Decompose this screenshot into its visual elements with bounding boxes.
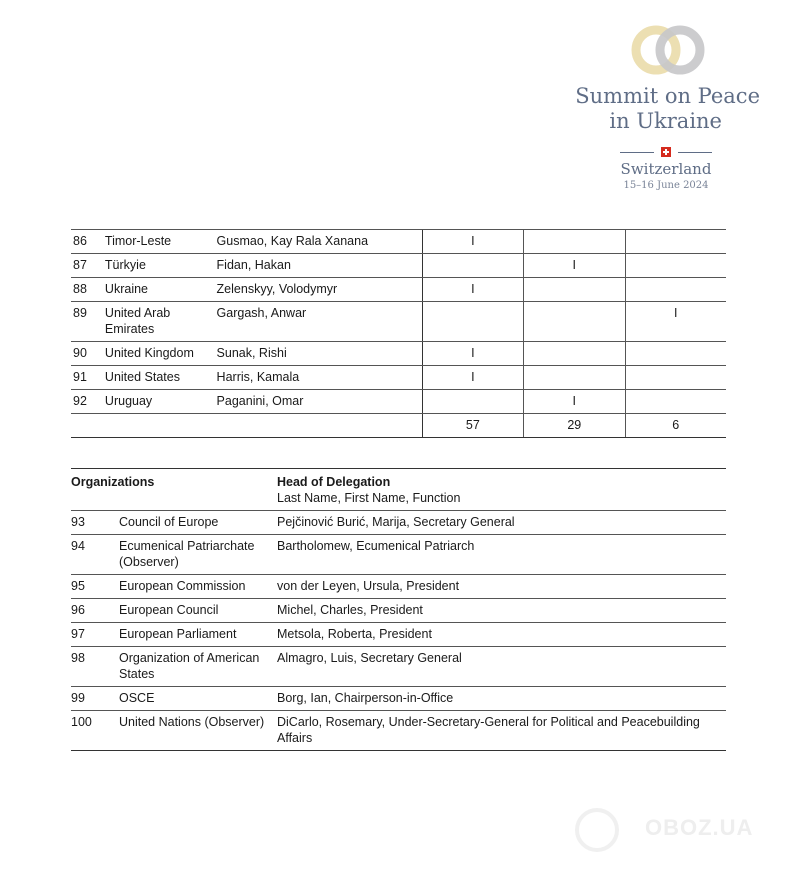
organizations-header-row bbox=[71, 469, 726, 511]
table-row bbox=[71, 366, 726, 390]
country-name: United Kingdom bbox=[101, 342, 213, 366]
table-row bbox=[71, 278, 726, 302]
divider-line-left bbox=[620, 152, 654, 153]
organization-name: European Commission bbox=[119, 575, 277, 599]
row-number: 94 bbox=[71, 535, 119, 575]
delegation-head: Borg, Ian, Chairperson-in-Office bbox=[277, 687, 726, 711]
summit-title-line2: in Ukraine bbox=[609, 109, 722, 133]
summit-country: Switzerland bbox=[620, 160, 712, 178]
delegate-name: Gusmao, Kay Rala Xanana bbox=[213, 230, 423, 254]
watermark-text: OBOZ.UA bbox=[645, 815, 754, 840]
country-name: Türkyie bbox=[101, 254, 213, 278]
countries-table bbox=[71, 229, 726, 438]
country-name: United States bbox=[101, 366, 213, 390]
organization-name: European Council bbox=[119, 599, 277, 623]
country-name: Ukraine bbox=[101, 278, 213, 302]
row-number: 87 bbox=[71, 254, 101, 278]
mark-col1: I bbox=[422, 342, 523, 366]
delegate-name: Fidan, Hakan bbox=[213, 254, 423, 278]
mark-col2 bbox=[524, 302, 625, 342]
table-row bbox=[71, 711, 726, 751]
country-name: Uruguay bbox=[101, 390, 213, 414]
organization-name: Organization of American States bbox=[119, 647, 277, 687]
mark-col3: I bbox=[625, 302, 726, 342]
delegate-name: Paganini, Omar bbox=[213, 390, 423, 414]
table-row bbox=[71, 230, 726, 254]
table-row bbox=[71, 390, 726, 414]
totals-spacer bbox=[71, 414, 422, 438]
organization-name: Ecumenical Patriarchate (Observer) bbox=[119, 535, 277, 575]
delegate-name: Harris, Kamala bbox=[213, 366, 423, 390]
mark-col3 bbox=[625, 390, 726, 414]
row-number: 93 bbox=[71, 511, 119, 535]
total-col3: 6 bbox=[625, 414, 726, 438]
divider-line-right bbox=[678, 152, 712, 153]
mark-col1 bbox=[422, 254, 523, 278]
table-row bbox=[71, 687, 726, 711]
country-name: United Arab Emirates bbox=[101, 302, 213, 342]
table-row bbox=[71, 302, 726, 342]
mark-col2 bbox=[524, 230, 625, 254]
organization-name: European Parliament bbox=[119, 623, 277, 647]
row-number: 99 bbox=[71, 687, 119, 711]
row-number: 92 bbox=[71, 390, 101, 414]
row-number: 90 bbox=[71, 342, 101, 366]
organization-name: Council of Europe bbox=[119, 511, 277, 535]
table-row bbox=[71, 647, 726, 687]
row-number: 91 bbox=[71, 366, 101, 390]
mark-col3 bbox=[625, 230, 726, 254]
swiss-flag-icon bbox=[661, 147, 671, 157]
head-of-delegation-subtitle: Last Name, First Name, Function bbox=[277, 491, 461, 505]
delegation-head: Pejčinović Burić, Marija, Secretary General bbox=[277, 511, 726, 535]
country-name: Timor-Leste bbox=[101, 230, 213, 254]
delegation-head: Almagro, Luis, Secretary General bbox=[277, 647, 726, 687]
organization-name: United Nations (Observer) bbox=[119, 711, 277, 751]
totals-row bbox=[71, 414, 726, 438]
mark-col2: I bbox=[524, 390, 625, 414]
delegation-head: DiCarlo, Rosemary, Under-Secretary-General for Political and Peacebuilding Affairs bbox=[277, 711, 726, 751]
table-row bbox=[71, 254, 726, 278]
mark-col1 bbox=[422, 302, 523, 342]
mark-col2 bbox=[524, 342, 625, 366]
delegate-name: Gargash, Anwar bbox=[213, 302, 423, 342]
table-row bbox=[71, 535, 726, 575]
row-number: 86 bbox=[71, 230, 101, 254]
delegation-head: Metsola, Roberta, President bbox=[277, 623, 726, 647]
table-row bbox=[71, 575, 726, 599]
mark-col1 bbox=[422, 390, 523, 414]
mark-col3 bbox=[625, 366, 726, 390]
mark-col3 bbox=[625, 342, 726, 366]
head-of-delegation-header bbox=[277, 469, 726, 511]
table-row bbox=[71, 623, 726, 647]
organization-name: OSCE bbox=[119, 687, 277, 711]
mark-col2 bbox=[524, 366, 625, 390]
row-number: 95 bbox=[71, 575, 119, 599]
delegation-head: Bartholomew, Ecumenical Patriarch bbox=[277, 535, 726, 575]
mark-col3 bbox=[625, 254, 726, 278]
total-col1: 57 bbox=[422, 414, 523, 438]
flag-divider bbox=[620, 147, 712, 157]
delegate-name: Zelenskyy, Volodymyr bbox=[213, 278, 423, 302]
summit-title bbox=[520, 84, 760, 134]
summit-dates: 15–16 June 2024 bbox=[623, 180, 709, 191]
summit-title-line1: Summit on Peace bbox=[575, 84, 760, 108]
delegation-head: von der Leyen, Ursula, President bbox=[277, 575, 726, 599]
mark-col3 bbox=[625, 278, 726, 302]
mark-col1: I bbox=[422, 230, 523, 254]
table-row bbox=[71, 599, 726, 623]
row-number: 97 bbox=[71, 623, 119, 647]
mark-col1: I bbox=[422, 366, 523, 390]
organizations-table bbox=[71, 468, 726, 751]
mark-col1: I bbox=[422, 278, 523, 302]
row-number: 98 bbox=[71, 647, 119, 687]
row-number: 96 bbox=[71, 599, 119, 623]
total-col2: 29 bbox=[524, 414, 625, 438]
watermark-logo-icon bbox=[575, 808, 619, 852]
delegate-name: Sunak, Rishi bbox=[213, 342, 423, 366]
delegation-head: Michel, Charles, President bbox=[277, 599, 726, 623]
row-number: 88 bbox=[71, 278, 101, 302]
rings-logo-icon bbox=[626, 22, 710, 78]
row-number: 89 bbox=[71, 302, 101, 342]
organizations-column-header: Organizations bbox=[71, 469, 277, 511]
row-number: 100 bbox=[71, 711, 119, 751]
table-row bbox=[71, 342, 726, 366]
table-row bbox=[71, 511, 726, 535]
mark-col2 bbox=[524, 278, 625, 302]
head-of-delegation-title: Head of Delegation bbox=[277, 475, 391, 489]
mark-col2: I bbox=[524, 254, 625, 278]
